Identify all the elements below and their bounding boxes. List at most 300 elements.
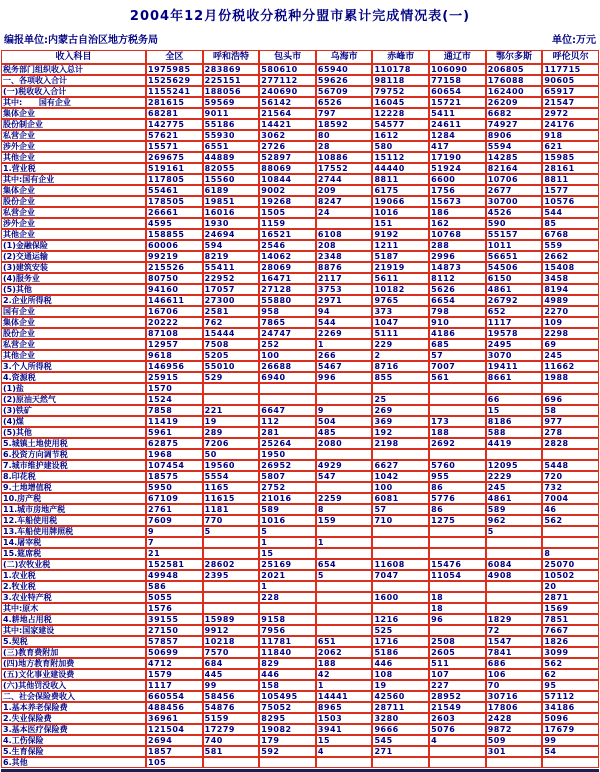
table-cell: 6940 (259, 372, 316, 383)
table-cell: 99219 (146, 251, 203, 262)
column-header-8: 呼伦贝尔 (542, 50, 599, 64)
table-cell: 49948 (146, 570, 203, 581)
table-cell: 9618 (146, 350, 203, 361)
table-cell: 652 (486, 306, 543, 317)
table-cell: 958 (259, 306, 316, 317)
row-label: 二、社会保险费收入 (1, 691, 146, 702)
table-cell: 5 (259, 526, 316, 537)
table-cell: 519161 (146, 163, 203, 174)
table-cell: 4861 (486, 493, 543, 504)
table-cell: 4 (429, 735, 486, 746)
table-cell: 685 (429, 339, 486, 350)
row-label: 1.农业税 (1, 570, 146, 581)
row-label: (2)交通运输 (1, 251, 146, 262)
table-cell: 159 (316, 515, 373, 526)
table-cell: 62 (542, 669, 599, 680)
table-row (1, 713, 599, 724)
table-cell: 245 (542, 350, 599, 361)
table-cell: 121504 (146, 724, 203, 735)
table-row (1, 64, 599, 75)
table-cell (429, 394, 486, 405)
table-cell: 95 (542, 680, 599, 691)
table-cell: 85 (542, 218, 599, 229)
table-cell: 68281 (146, 108, 203, 119)
table-row (1, 273, 599, 284)
table-cell (372, 449, 429, 460)
table-cell: 4419 (486, 438, 543, 449)
table-cell: 17679 (542, 724, 599, 735)
table-cell: 6627 (372, 460, 429, 471)
table-row (1, 306, 599, 317)
table-cell: 65940 (316, 64, 373, 75)
table-cell: 1525629 (146, 75, 203, 86)
table-cell: 8716 (372, 361, 429, 372)
table-cell: 245 (486, 482, 543, 493)
table-cell: 17279 (203, 724, 260, 735)
table-cell: 158855 (146, 229, 203, 240)
table-cell: 2508 (429, 636, 486, 647)
table-cell: 60006 (146, 240, 203, 251)
table-cell: 1216 (372, 614, 429, 625)
table-cell: 9 (316, 405, 373, 416)
page-title: 2004年12月份税收分税种分盟市累计完成情况表(一) (129, 9, 471, 24)
table-cell: 1155241 (146, 86, 203, 97)
table-cell: 19 (372, 680, 429, 691)
table-cell: 51924 (429, 163, 486, 174)
table-cell: 107454 (146, 460, 203, 471)
table-row (1, 724, 599, 735)
table-cell: 24176 (542, 119, 599, 130)
table-cell: 1016 (372, 207, 429, 218)
table-cell: 46 (542, 504, 599, 515)
table-cell: 59626 (316, 75, 373, 86)
table-cell: 5807 (259, 471, 316, 482)
row-label: 涉外企业 (1, 218, 146, 229)
table-cell: 797 (316, 108, 373, 119)
table-cell: 44889 (203, 152, 260, 163)
table-cell: 15 (486, 405, 543, 416)
table-cell: 2259 (316, 493, 373, 504)
table-cell: 1569 (542, 603, 599, 614)
table-cell: 109 (542, 317, 599, 328)
table-cell: 5076 (429, 724, 486, 735)
table-cell: 26792 (486, 295, 543, 306)
table-cell: 594 (203, 240, 260, 251)
table-row (1, 251, 599, 262)
table-cell: 1600 (372, 592, 429, 603)
table-cell: 2348 (316, 251, 373, 262)
table-row (1, 141, 599, 152)
table-cell: 98118 (372, 75, 429, 86)
row-label: (2)原油天然气 (1, 394, 146, 405)
column-header-6: 通辽市 (429, 50, 486, 64)
table-cell: 2871 (542, 592, 599, 603)
table-cell: 5448 (542, 460, 599, 471)
table-cell: 621 (542, 141, 599, 152)
table-row (1, 647, 599, 658)
table-cell: 9666 (372, 724, 429, 735)
table-cell (486, 548, 543, 559)
table-cell (316, 581, 373, 592)
table-cell: 56709 (316, 86, 373, 97)
row-label: 1.营业税 (1, 163, 146, 174)
table-row (1, 416, 599, 427)
table-cell: 188 (429, 427, 486, 438)
table-cell: 105 (146, 757, 203, 768)
table-cell: 72 (486, 625, 543, 636)
table-cell: 192 (372, 427, 429, 438)
table-cell: 94 (316, 306, 373, 317)
row-label: 其他企业 (1, 152, 146, 163)
table-cell: 373 (372, 306, 429, 317)
table-cell: 2428 (486, 713, 543, 724)
table-row (1, 504, 599, 515)
table-cell: 58 (542, 405, 599, 416)
row-label: (三)教育费附加 (1, 647, 146, 658)
table-cell: 2726 (259, 141, 316, 152)
table-cell: 9158 (259, 614, 316, 625)
table-cell: 559 (542, 240, 599, 251)
table-cell: 55157 (486, 229, 543, 240)
row-label: 私营企业 (1, 207, 146, 218)
table-cell: 55461 (146, 185, 203, 196)
table-cell: 4526 (486, 207, 543, 218)
table-cell: 8247 (316, 196, 373, 207)
table-cell: 6654 (429, 295, 486, 306)
table-cell (316, 383, 373, 394)
table-cell (316, 449, 373, 460)
table-cell: 21919 (372, 262, 429, 273)
row-label: (3)建筑安装 (1, 262, 146, 273)
table-cell: 1716 (372, 636, 429, 647)
table-cell: 446 (372, 658, 429, 669)
table-cell: 106 (486, 669, 543, 680)
table-row (1, 185, 599, 196)
table-cell: 67109 (146, 493, 203, 504)
table-header-row (1, 50, 599, 64)
row-label: 10.房产税 (1, 493, 146, 504)
table-cell: 50 (203, 449, 260, 460)
row-label: 12.车船使用税 (1, 515, 146, 526)
table-cell: 5159 (203, 713, 260, 724)
table-row (1, 471, 599, 482)
table-cell: 488456 (146, 702, 203, 713)
table-cell (486, 581, 543, 592)
table-cell: 2 (372, 350, 429, 361)
table-cell: 910 (429, 317, 486, 328)
table-row (1, 570, 599, 581)
table-cell: 8186 (486, 416, 543, 427)
table-cell: 1505 (259, 207, 316, 218)
table-cell: 58456 (203, 691, 260, 702)
table-cell: 8295 (259, 713, 316, 724)
table-row (1, 317, 599, 328)
row-label: 3.个人所得税 (1, 361, 146, 372)
table-row (1, 196, 599, 207)
table-cell: 10844 (259, 174, 316, 185)
table-cell: 2694 (146, 735, 203, 746)
table-cell: 15560 (203, 174, 260, 185)
table-row (1, 581, 599, 592)
row-label: (5)其他 (1, 427, 146, 438)
table-cell: 696 (542, 394, 599, 405)
table-cell: 18592 (316, 119, 373, 130)
table-cell: 589 (259, 504, 316, 515)
table-cell: 34186 (542, 702, 599, 713)
table-cell: 7865 (259, 317, 316, 328)
row-label: 14.屠宰税 (1, 537, 146, 548)
table-cell: 369 (372, 416, 429, 427)
table-cell: 19 (203, 416, 260, 427)
table-cell: 152581 (146, 559, 203, 570)
table-cell: 10768 (429, 229, 486, 240)
table-cell: 269 (372, 405, 429, 416)
table-cell: 2752 (259, 482, 316, 493)
table-row (1, 625, 599, 636)
table-cell: 57 (429, 350, 486, 361)
table-cell (429, 449, 486, 460)
table-cell: 188 (316, 658, 373, 669)
table-cell: 70 (486, 680, 543, 691)
table-cell: 509 (486, 735, 543, 746)
table-row (1, 482, 599, 493)
table-cell: 6084 (486, 559, 543, 570)
table-row (1, 328, 599, 339)
table-cell: 762 (203, 317, 260, 328)
table-row (1, 669, 599, 680)
table-row (1, 702, 599, 713)
table-cell: 6108 (316, 229, 373, 240)
table-cell: 4908 (486, 570, 543, 581)
table-cell: 3753 (316, 284, 373, 295)
table-cell: 6682 (486, 108, 543, 119)
table-cell: 21 (146, 548, 203, 559)
table-cell (486, 603, 543, 614)
table-row (1, 229, 599, 240)
table-cell: 42560 (372, 691, 429, 702)
table-row (1, 493, 599, 504)
table-cell: 25 (372, 394, 429, 405)
table-cell: 9765 (372, 295, 429, 306)
table-cell (429, 746, 486, 757)
table-cell: 107 (429, 669, 486, 680)
table-cell: 2605 (429, 647, 486, 658)
table-cell: 42 (316, 669, 373, 680)
table-cell: 55186 (203, 119, 260, 130)
table-cell: 417 (429, 141, 486, 152)
table-cell: 10886 (316, 152, 373, 163)
table-cell: 511 (429, 658, 486, 669)
table-cell (203, 537, 260, 548)
row-label: 股份企业 (1, 328, 146, 339)
table-cell (203, 757, 260, 768)
table-cell: 142775 (146, 119, 203, 130)
row-label: 2.企业所得税 (1, 295, 146, 306)
table-row (1, 746, 599, 757)
table-cell: 151 (372, 218, 429, 229)
table-cell: 5 (486, 526, 543, 537)
table-cell: 3458 (542, 273, 599, 284)
table-cell: 1181 (203, 504, 260, 515)
row-label: 5.城镇土地使用税 (1, 438, 146, 449)
row-label: 集体企业 (1, 317, 146, 328)
table-cell: 6526 (316, 97, 373, 108)
table-cell: 14285 (486, 152, 543, 163)
table-cell: 162400 (486, 86, 543, 97)
table-cell: 15721 (429, 97, 486, 108)
table-cell: 11781 (259, 636, 316, 647)
table-cell: 55010 (203, 361, 260, 372)
table-cell (203, 592, 260, 603)
table-cell: 798 (429, 306, 486, 317)
table-cell: 1042 (372, 471, 429, 482)
table-cell: 3070 (486, 350, 543, 361)
table-cell: 5186 (372, 647, 429, 658)
row-label: (4)服务业 (1, 273, 146, 284)
table-cell: 445 (203, 669, 260, 680)
column-header-7: 鄂尔多斯 (486, 50, 543, 64)
table-cell: 1857 (146, 746, 203, 757)
table-cell (316, 526, 373, 537)
table-row (1, 559, 599, 570)
table-cell: 17552 (316, 163, 373, 174)
table-cell (316, 218, 373, 229)
table-row (1, 163, 599, 174)
table-cell: 2692 (429, 438, 486, 449)
table-cell: 30700 (486, 196, 543, 207)
table-cell (259, 394, 316, 405)
table-cell: 30716 (486, 691, 543, 702)
table-cell: 57112 (542, 691, 599, 702)
table-cell: 684 (203, 658, 260, 669)
table-cell: 269675 (146, 152, 203, 163)
table-cell: 79752 (372, 86, 429, 97)
table-cell: 16045 (372, 97, 429, 108)
table-cell: 5594 (486, 141, 543, 152)
row-label: 3.农业特产税 (1, 592, 146, 603)
table-cell: 2828 (542, 438, 599, 449)
row-label: 6.其他 (1, 757, 146, 768)
table-cell: 8194 (542, 284, 599, 295)
table-cell: 24 (316, 207, 373, 218)
table-cell: 1159 (259, 218, 316, 229)
table-cell: 277112 (259, 75, 316, 86)
table-cell: 1 (316, 537, 373, 548)
table-cell: 4 (316, 746, 373, 757)
row-label: 私营企业 (1, 339, 146, 350)
column-header-1: 全区 (146, 50, 203, 64)
table-cell: 146956 (146, 361, 203, 372)
table-cell (372, 603, 429, 614)
table-cell: 1612 (372, 130, 429, 141)
table-row (1, 592, 599, 603)
table-cell (372, 383, 429, 394)
table-cell: 7004 (542, 493, 599, 504)
table-cell: 1503 (316, 713, 373, 724)
table-cell: 28069 (259, 262, 316, 273)
table-cell: 176088 (486, 75, 543, 86)
table-row (1, 427, 599, 438)
table-cell (372, 537, 429, 548)
table-cell: 918 (542, 130, 599, 141)
table-cell: 1 (259, 581, 316, 592)
table-cell: 2662 (542, 251, 599, 262)
table-cell: 18 (429, 603, 486, 614)
column-header-5: 赤峰市 (372, 50, 429, 64)
table-cell: 770 (203, 515, 260, 526)
table-cell: 52897 (259, 152, 316, 163)
table-row (1, 537, 599, 548)
table-cell: 8 (542, 548, 599, 559)
table-cell: 25070 (542, 559, 599, 570)
row-label: 涉外企业 (1, 141, 146, 152)
table-cell: 8811 (372, 174, 429, 185)
table-row (1, 174, 599, 185)
table-cell (429, 405, 486, 416)
table-row (1, 636, 599, 647)
table-cell: 209 (316, 185, 373, 196)
table-cell: 15673 (429, 196, 486, 207)
table-cell: 9002 (259, 185, 316, 196)
row-label: (一)税收收入合计 (1, 86, 146, 97)
table-cell: 8112 (429, 273, 486, 284)
table-row (1, 526, 599, 537)
table-row (1, 614, 599, 625)
table-cell: 1826 (542, 636, 599, 647)
row-label: 其中: 国有企业 (1, 97, 146, 108)
table-cell: 12957 (146, 339, 203, 350)
table-cell: 10182 (372, 284, 429, 295)
table-cell (486, 592, 543, 603)
table-cell (203, 581, 260, 592)
table-cell (486, 757, 543, 768)
table-cell (316, 625, 373, 636)
table-row (1, 449, 599, 460)
table-cell: 146611 (146, 295, 203, 306)
table-cell: 7047 (372, 570, 429, 581)
table-cell: 2117 (316, 273, 373, 284)
table-cell (429, 548, 486, 559)
table-cell: 2581 (203, 306, 260, 317)
table-cell: 686 (486, 658, 543, 669)
table-cell: 54577 (372, 119, 429, 130)
column-header-4: 乌海市 (316, 50, 373, 64)
table-cell: 77158 (429, 75, 486, 86)
table-cell: 100 (372, 482, 429, 493)
table-row (1, 97, 599, 108)
table-cell: 75052 (259, 702, 316, 713)
table-row (1, 295, 599, 306)
table-cell: 1579 (146, 669, 203, 680)
table-cell: 5760 (429, 460, 486, 471)
table-cell: 5950 (146, 482, 203, 493)
table-cell: 7 (146, 537, 203, 548)
table-cell: 281 (259, 427, 316, 438)
table-cell: 82164 (486, 163, 543, 174)
table-cell: 7570 (203, 647, 260, 658)
table-cell (542, 757, 599, 768)
table-cell: 27150 (146, 625, 203, 636)
table-cell: 301 (486, 746, 543, 757)
table-cell: 17057 (203, 284, 260, 295)
table-cell: 21547 (542, 97, 599, 108)
table-cell: 6081 (372, 493, 429, 504)
table-row (1, 218, 599, 229)
table-cell: 208 (316, 240, 373, 251)
row-label: 13.车船使用牌照税 (1, 526, 146, 537)
table-cell (429, 537, 486, 548)
table-cell: 57 (372, 504, 429, 515)
